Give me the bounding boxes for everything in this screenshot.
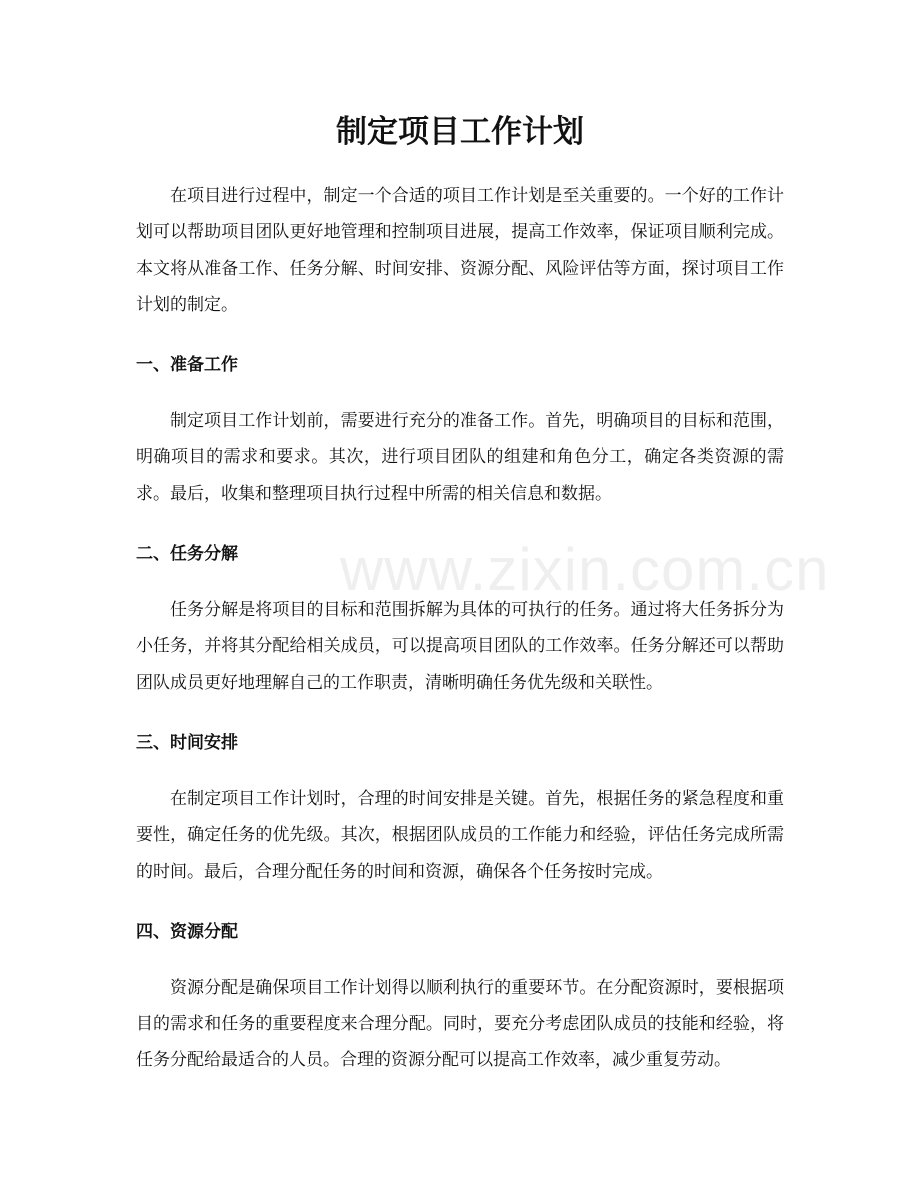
section-body-resource-allocation: 资源分配是确保项目工作计划得以顺利执行的重要环节。在分配资源时，要根据项目的需求和任务的重要程度来合理分配。同时，要充分考虑团队成员的技能和经验，将任务分配给最适合的人员。合理的资源分配可以提高工作效率，减少重复劳动。 (136, 977, 784, 1071)
section-body-task-breakdown: 任务分解是将项目的目标和范围拆解为具体的可执行的任务。通过将大任务拆分为小任务，并将其分配给相关成员，可以提高项目团队的工作效率。任务分解还可以帮助团队成员更好地理解自己的工作职责，清晰明确任务优先级和关联性。 (136, 600, 784, 693)
section-heading-preparation: 一、准备工作 (136, 355, 238, 376)
section-body-time-schedule: 在制定项目工作计划时，合理的时间安排是关键。首先，根据任务的紧急程度和重要性，确定任务的优先级。其次，根据团队成员的工作能力和经验，评估任务完成所需的时间。最后，合理分配任务的时间和资源，确保各个任务按时完成。 (136, 788, 784, 882)
section-heading-resource-allocation: 四、资源分配 (136, 921, 238, 942)
watermark: www.zixin.com.cn (340, 536, 830, 603)
document-body (136, 178, 784, 1079)
section-heading-time-schedule: 三、时间安排 (136, 732, 238, 753)
document-title: 制定项目工作计划 (336, 114, 584, 150)
section-body-preparation: 制定项目工作计划前，需要进行充分的准备工作。首先，明确项目的目标和范围，明确项目的需求和要求。其次，进行项目团队的组建和角色分工，确定各类资源的需求。最后，收集和整理项目执行过程中所需的相关信息和数据。 (136, 411, 784, 504)
section-heading-task-breakdown: 二、任务分解 (136, 544, 238, 565)
intro-paragraph: 在项目进行过程中，制定一个合适的项目工作计划是至关重要的。一个好的工作计划可以帮助项目团队更好地管理和控制项目进展，提高工作效率，保证项目顺利完成。本文将从准备工作、任务分解、时间安排、资源分配、风险评估等方面，探讨项目工作计划的制定。 (136, 186, 784, 315)
